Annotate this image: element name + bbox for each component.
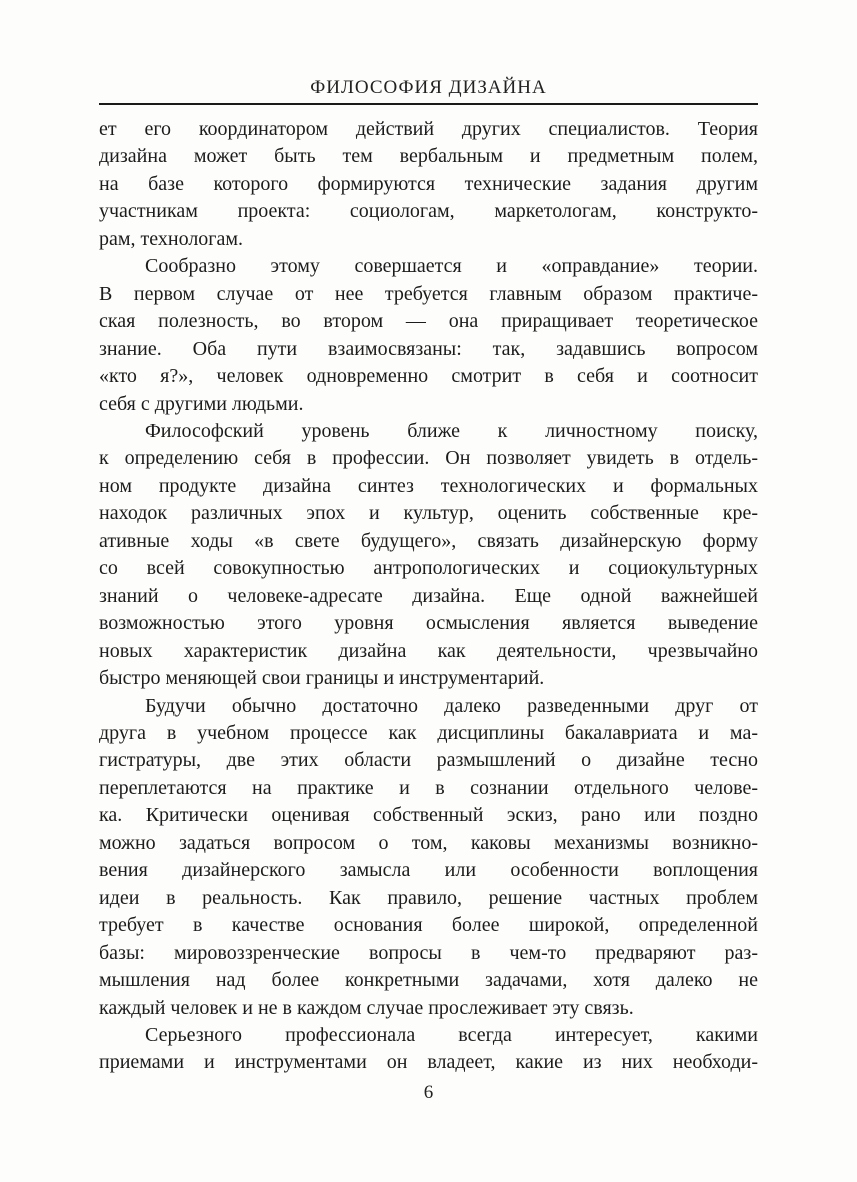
text-line: дизайна может быть тем вербальным и предметным полем, [99,145,758,168]
text-line: гистратуры, две этих области размышлений о дизайне тесно [99,749,758,772]
text-line: ет его координатором действий других специалистов. Теория [99,118,758,140]
text-line: со всей совокупностью антропологических и социокультурных [99,557,758,580]
text-line: каждый человек и не в каждом случае прослеживает эту связь. [99,996,634,1019]
text-line: друга в учебном процессе как дисциплины бакалавриата и ма- [99,721,758,744]
text-line: Философский уровень ближе к личностному поиску, [145,419,758,442]
running-head: ФИЛОСОФИЯ ДИЗАЙНА [310,77,547,98]
paragraph [99,1022,758,1077]
text-line: находок различных эпох и культур, оценить собственные кре- [99,502,758,525]
paragraph [99,693,758,1022]
text-line: переплетаются на практике и в сознании отдельного челове- [99,776,758,799]
text-line: «кто я?», человек одновременно смотрит в себя и соотносит [99,365,758,388]
header-rule [99,103,758,105]
text-line: знаний о человеке-адресате дизайна. Еще одной важнейшей [99,584,758,607]
body-text [99,116,758,1077]
text-line: ская полезность, во втором — она приращивает теоретическое [99,310,758,333]
text-line: на базе которого формируются технические задания другим [99,172,758,195]
text-line: знание. Оба пути взаимосвязаны: так, задавшись вопросом [99,337,758,360]
text-line: ка. Критически оценивая собственный эскиз, рано или поздно [99,804,758,827]
text-line: быстро меняющей свои границы и инструментарий. [99,667,545,690]
text-line: рам, технологам. [99,227,244,250]
text-line: Сообразно этому совершается и «оправдание» теории. [145,255,758,278]
text-line: идеи в реальность. Как правило, решение частных проблем [99,886,758,909]
text-line: мышления над более конкретными задачами, хотя далеко не [99,969,758,992]
text-line: базы: мировоззренческие вопросы в чем-то предваряют раз- [99,941,758,964]
text-line: требует в качестве основания более широкой, определенной [99,914,758,937]
page-content [99,0,758,1077]
text-line: ном продукте дизайна синтез технологических и формальных [99,474,758,497]
text-line: Будучи обычно достаточно далеко разведенными друг от [145,694,758,717]
text-line: Серьезного профессионала всегда интересует, какими [145,1023,758,1046]
page-number: 6 [423,1082,434,1103]
text-line: приемами и инструментами он владеет, какие из них необходи- [99,1051,758,1074]
text-line: ативные ходы «в свете будущего», связать дизайнерскую форму [99,529,758,552]
text-line: вения дизайнерского замысла или особенности воплощения [99,859,758,882]
text-line: можно задаться вопросом о том, каковы механизмы возникно- [99,831,758,854]
paragraph [99,418,758,693]
text-line: участникам проекта: социологам, маркетологам, конструкто- [99,200,758,223]
paragraph [99,116,758,253]
text-line: себя с другими людьми. [99,392,304,415]
paragraph [99,253,758,418]
text-line: новых характеристик дизайна как деятельности, чрезвычайно [99,639,758,662]
text-line: к определению себя в профессии. Он позволяет увидеть в отдель- [99,447,758,470]
text-line: В первом случае от нее требуется главным образом практиче- [99,282,758,305]
text-line: возможностью этого уровня осмысления является выведение [99,612,758,635]
